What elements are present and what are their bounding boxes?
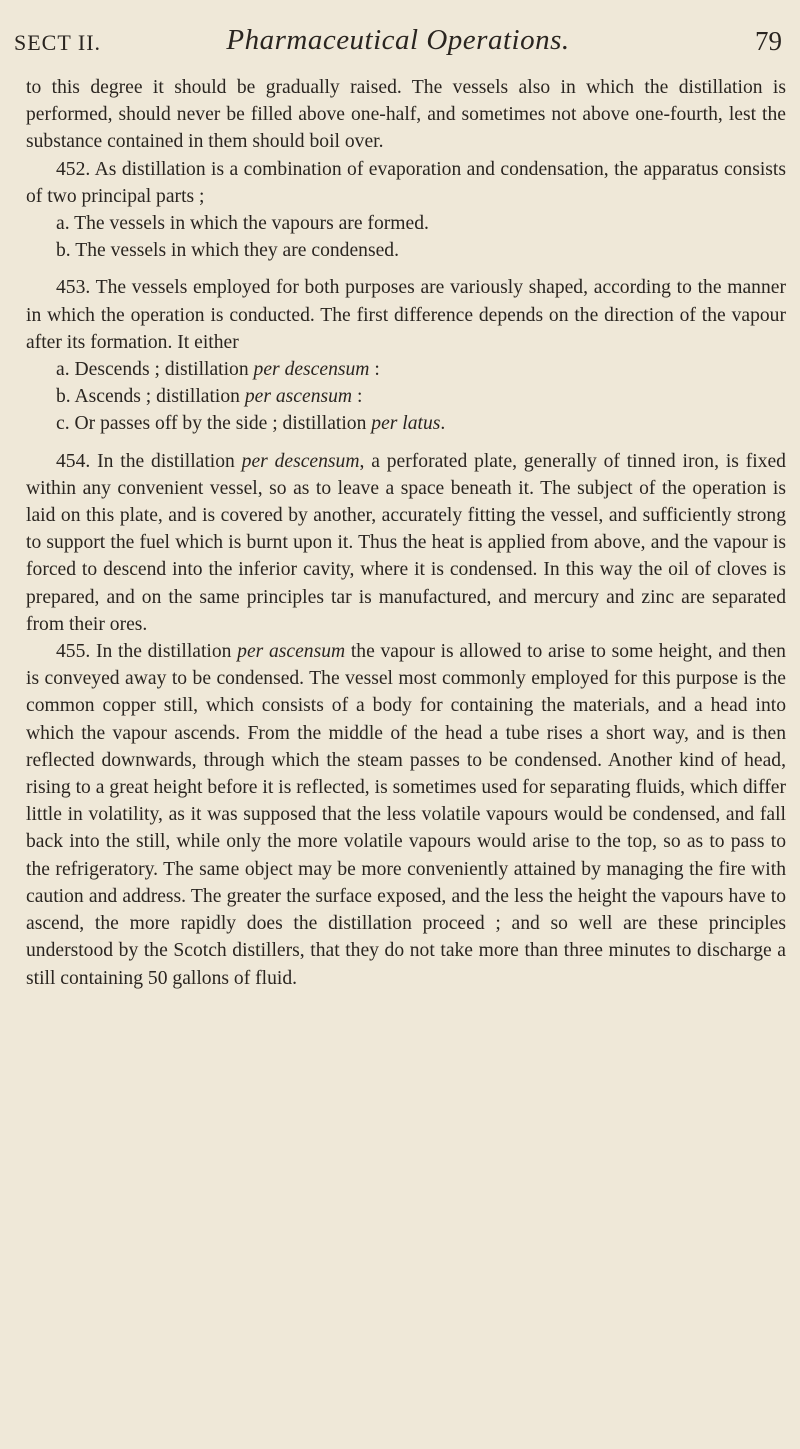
paragraph-454: 454. In the distillation per descensum, a perforated plate, generally of tinned iron, is fixed within any convenient vessel, so as to leave a space beneath it. The subject of the operation is laid on this plate, and is covered by another, accurately fitting the vessel, and sufficiently strong to support the fuel which is burnt upon it. Thus the heat is applied from above, and the vapour is forced to descend into the inferior cavity, where it is condensed. In this way the oil of cloves is prepared, and on the same principles tar is manufactured, and mercury and zinc are separated from their ores.	[26, 450, 786, 635]
running-title: Pharmaceutical Operations.	[226, 24, 570, 56]
paragraph-452: 452. As distillation is a combination of evaporation and condensation, the apparatus consists of two principal parts ;	[26, 158, 786, 207]
latin-term: per latus	[371, 413, 441, 435]
paragraph-453: 453. The vessels employed for both purposes are variously shaped, according to the manner in which the operation is conducted. The first difference depends on the direction of the vapour after its formation. It either	[26, 277, 786, 353]
running-header	[14, 24, 782, 64]
page-number: 79	[755, 26, 782, 56]
paragraph-455: 455. In the distillation per ascensum the vapour is allowed to arise to some height, and then is conveyed away to be condensed. The vessel most commonly employed for this purpose is the common copper still, which consists of a body for containing the materials, and a head into which the vapour ascends. From the middle of the head a tube rises a short way, and is then reflected downwards, through which the steam passes to be condensed. Another kind of head, rising to a great height before it is reflected, is sometimes used for separating fluids, which differ little in volatility, as it was supposed that the less volatile vapours would be condensed, and fall back into the still, while only the more volatile vapours would arise to the top, so as to pass to the refrigeratory. The same object may be more conveniently attained by managing the fire with caution and address. The greater the surface exposed, and the less the height the vapours have to ascend, the more rapidly does the distillation proceed ; and so well are these principles understood by the Scotch distillers, that they do not take more than three minutes to discharge a still containing 50 gallons of fluid.	[26, 641, 786, 989]
paragraph-continued: to this degree it should be gradually raised. The vessels also in which the distillation is performed, should never be filled above one-half, and sometimes not above one-fourth, lest the substance contained in them should boil over.	[26, 77, 786, 153]
list-item-452b: b. The vessels in which they are condensed.	[56, 240, 399, 262]
list-item-453b: b. Ascends ; distillation per ascensum :	[56, 386, 363, 408]
latin-term: per descensum	[241, 450, 360, 472]
latin-term: per ascensum	[244, 386, 353, 408]
latin-term: per ascensum	[237, 641, 346, 663]
section-label: SECT II.	[14, 30, 102, 55]
list-item-452a: a. The vessels in which the vapours are formed.	[56, 213, 429, 235]
latin-term: per descensum	[253, 359, 370, 381]
list-item-453a: a. Descends ; distillation per descensum :	[56, 359, 380, 381]
list-item-453c: c. Or passes off by the side ; distillation per latus.	[56, 413, 446, 435]
page-body	[26, 74, 786, 992]
